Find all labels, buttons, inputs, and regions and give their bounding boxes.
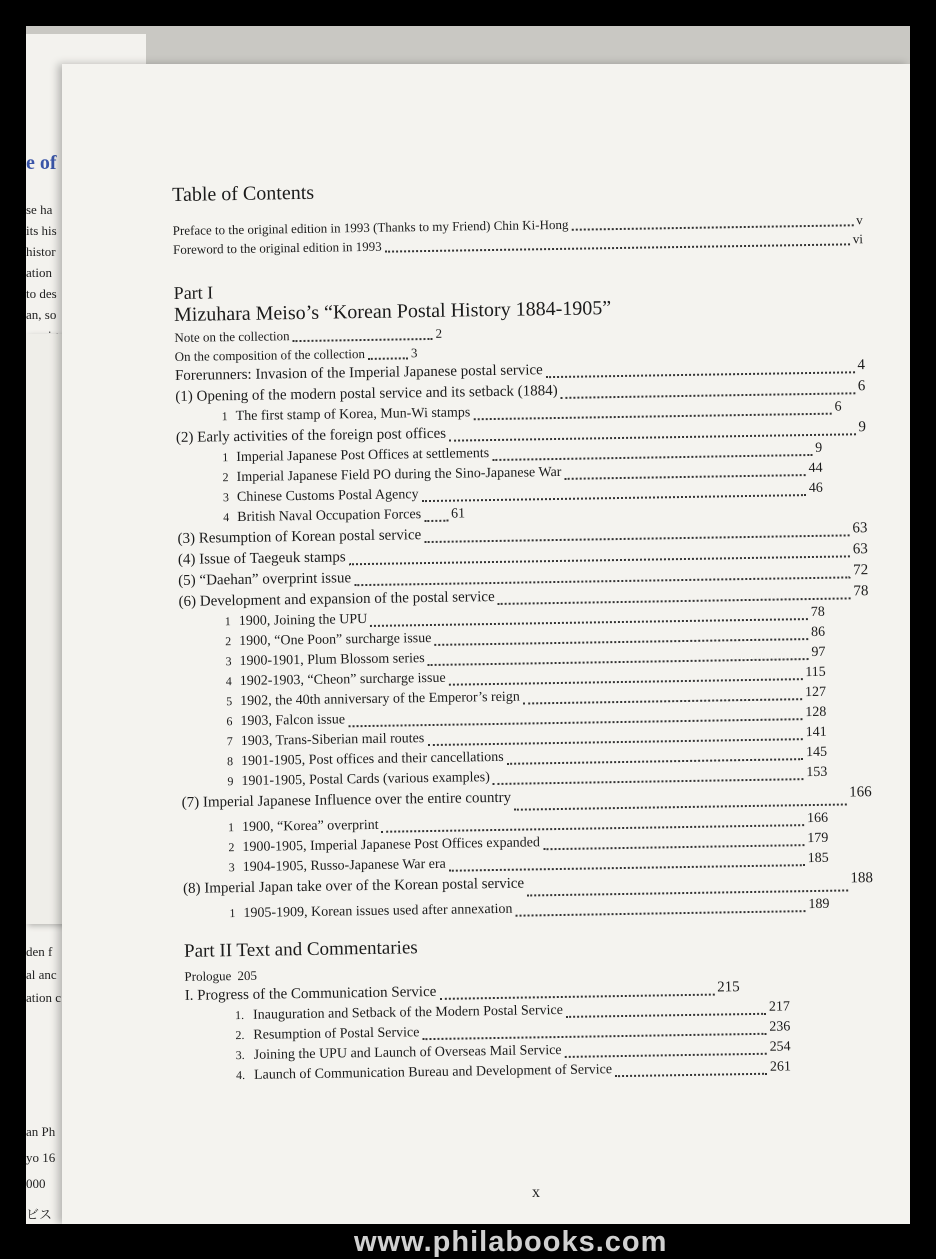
watermark: www.philabooks.com — [354, 1226, 668, 1258]
background-line: se ha — [26, 202, 53, 217]
toc-subentry: 1. Inauguration and Setback of the Modern Postal Service 217 — [234, 999, 791, 1023]
toc-subentry: 1 1900, Joining the UPU 78 — [224, 604, 825, 630]
background-title-fragment: e of — [26, 152, 57, 174]
toc-heading: Table of Contents — [172, 181, 315, 206]
part-label: Part I — [173, 282, 214, 303]
background-line: histor — [26, 244, 56, 259]
toc-subentry: 3 1900-1901, Plum Blossom series 97 — [225, 644, 826, 669]
background-line: den f — [26, 944, 53, 959]
toc-entry: (1) Opening of the modern postal service and its setback (1884) 6 — [175, 378, 866, 405]
toc-entry: Forerunners: Invasion of the Imperial Japanese postal service 4 — [174, 357, 866, 384]
toc-entry: On the composition of the collection 3 — [174, 345, 418, 364]
toc-entry: Prologue 205 — [184, 967, 258, 984]
toc-entry: (8) Imperial Japan take over of the Korean postal service 188 — [182, 870, 874, 897]
photo-frame — [26, 26, 910, 1258]
toc-entry: (6) Development and expansion of the postal service 78 — [178, 583, 869, 610]
toc-entry: (5) “Daehan” overprint issue 72 — [178, 562, 869, 589]
toc-entry: Note on the collection 2 — [174, 325, 443, 345]
toc-entry: (3) Resumption of Korean postal service 63 — [177, 520, 868, 547]
toc-subentry: 1 The first stamp of Korea, Mun-Wi stamps 6 — [221, 399, 842, 425]
toc-entry: I. Progress of the Communication Service 215 — [184, 979, 740, 1004]
background-line: al anc — [26, 967, 57, 982]
toc-subentry: 1 1900, “Korea” overprint 166 — [227, 810, 829, 835]
toc-subentry: 3. Joining the UPU and Launch of Overseas Mail Service 254 — [235, 1039, 791, 1063]
toc-subentry: 9 1901-1905, Postal Cards (various examples) 153 — [227, 764, 828, 789]
toc-subentry: 8 1901-1905, Post offices and their cancellations 145 — [226, 744, 828, 769]
toc-subentry: 7 1903, Trans-Siberian mail routes 141 — [226, 724, 827, 749]
toc-subentry: 5 1902, the 40th anniversary of the Emperor’s reign 127 — [226, 684, 827, 709]
background-line: ビス — [26, 1207, 53, 1222]
toc-subentry: 1 Imperial Japanese Post Offices at settlements 9 — [222, 440, 823, 466]
part-title: Part II Text and Commentaries — [183, 937, 418, 962]
background-line: 000 — [26, 1176, 46, 1191]
toc-subentry: 3 Chinese Customs Postal Agency 46 — [222, 480, 823, 506]
toc-subentry: 3 1904-1905, Russo-Japanese War era 185 — [228, 850, 829, 875]
toc-subentry: 6 1903, Falcon issue 128 — [226, 704, 827, 729]
background-line: its his — [26, 223, 57, 238]
background-line: ation c — [26, 990, 62, 1005]
background-line: ation — [26, 265, 52, 280]
toc-entry: (2) Early activities of the foreign post offices 9 — [175, 419, 867, 446]
toc-entry: Preface to the original edition in 1993 (Thanks to my Friend) Chin Ki-Hong v — [172, 212, 863, 238]
toc-subentry: 4 British Naval Occupation Forces 61 — [223, 506, 466, 526]
toc-entry: (4) Issue of Taegeuk stamps 63 — [177, 541, 868, 568]
toc-subentry: 2. Resumption of Postal Service 236 — [235, 1019, 791, 1043]
toc-entry: (7) Imperial Japanese Influence over the entire country 166 — [181, 784, 872, 811]
background-line: an Ph — [26, 1124, 56, 1139]
toc-subentry: 4 1902-1903, “Cheon” surcharge issue 115 — [225, 664, 826, 689]
part-title: Mizuhara Meiso’s “Korean Postal History 1884-1905” — [173, 297, 612, 326]
toc-subentry: 2 Imperial Japanese Field PO during the Sino-Japanese War 44 — [222, 460, 823, 486]
toc-subentry: 2 1900, “One Poon” surcharge issue 86 — [225, 624, 826, 650]
table-of-contents — [172, 173, 876, 1089]
background-line: yo 16 — [26, 1150, 56, 1165]
background-line: an, so — [26, 307, 57, 322]
toc-subentry: 4. Launch of Communication Bureau and Development of Service 261 — [235, 1059, 792, 1083]
page-number: x — [532, 1184, 540, 1201]
toc-subentry: 1 1905-1909, Korean issues used after annexation 189 — [229, 896, 830, 921]
toc-entry: Foreword to the original edition in 1993 vi — [172, 231, 864, 257]
book-page — [62, 64, 910, 1258]
toc-subentry: 2 1900-1905, Imperial Japanese Post Offices expanded 179 — [228, 830, 829, 855]
background-line: to des — [26, 286, 57, 301]
